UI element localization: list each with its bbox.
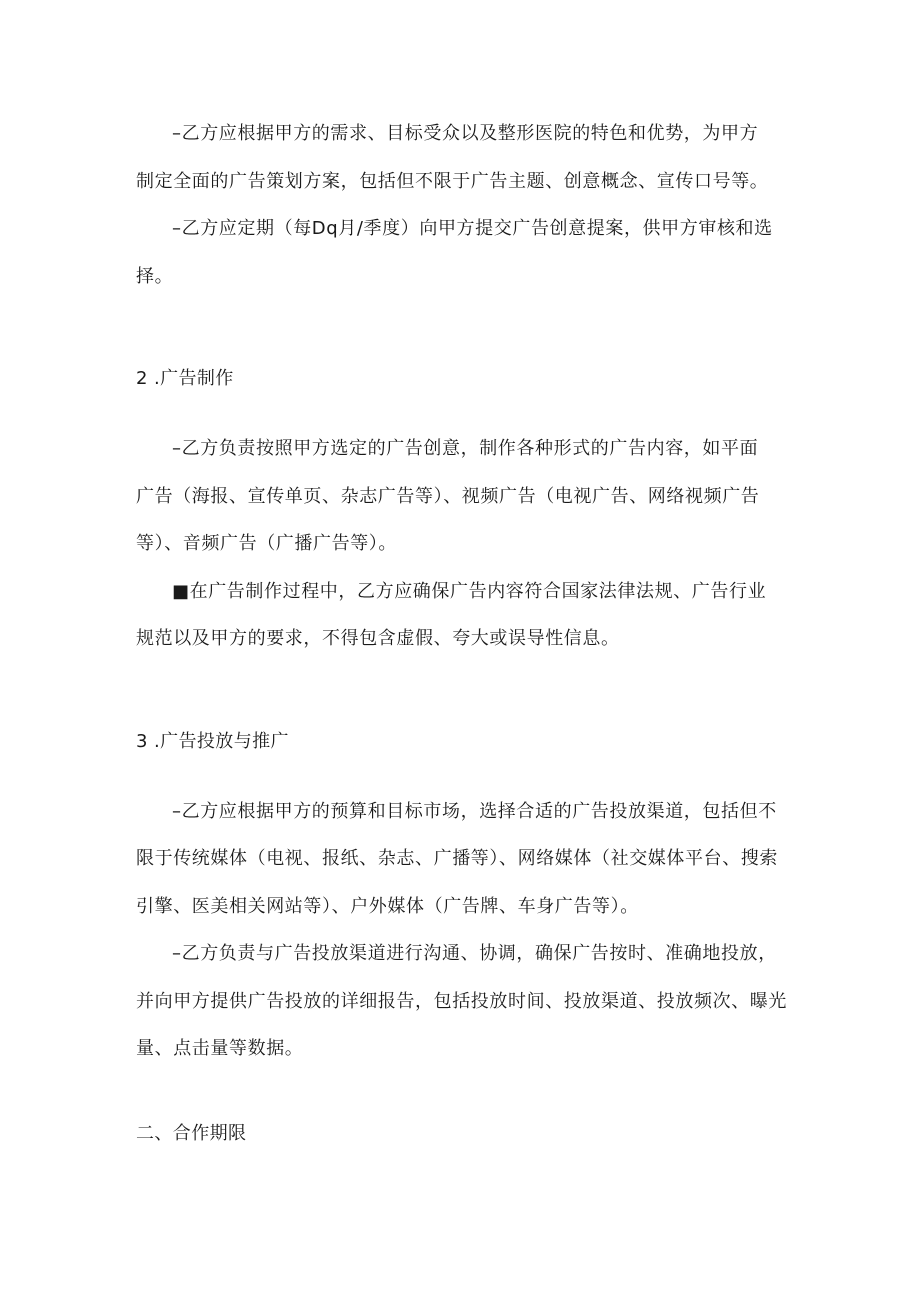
paragraph-line: 量、点击量等数据。 bbox=[136, 1038, 304, 1059]
paragraph-line: 并向甲方提供广告投放的详细报告，包括投放时间、投放渠道、投放频次、曝光 bbox=[136, 991, 787, 1012]
section-heading-ad-placement: 3 .广告投放与推广 bbox=[136, 731, 289, 752]
section-heading-cooperation-term: 二、合作期限 bbox=[136, 1123, 247, 1144]
paragraph-line: 制定全面的广告策划方案，包括但不限于广告主题、创意概念、宣传口号等。 bbox=[136, 171, 769, 192]
paragraph-line: 限于传统媒体（电视、报纸、杂志、广播等）、网络媒体（社交媒体平台、搜索 bbox=[136, 848, 778, 869]
paragraph-line: 等）、音频广告（广播广告等）。 bbox=[136, 533, 397, 554]
paragraph-line: 择。 bbox=[136, 266, 174, 287]
paragraph-line: –乙方应根据甲方的需求、目标受众以及整形医院的特色和优势，为甲方 bbox=[172, 123, 759, 144]
paragraph-line: 规范以及甲方的要求，不得包含虚假、夸大或误导性信息。 bbox=[136, 628, 620, 649]
paragraph-line: –乙方负责与广告投放渠道进行沟通、协调，确保广告按时、准确地投放， bbox=[172, 943, 777, 964]
paragraph-line: ■在广告制作过程中，乙方应确保广告内容符合国家法律法规、广告行业 bbox=[172, 581, 767, 602]
paragraph-line: –乙方负责按照甲方选定的广告创意，制作各种形式的广告内容，如平面 bbox=[172, 438, 759, 459]
paragraph-line: 引擎、医美相关网站等）、户外媒体（广告牌、车身广告等）。 bbox=[136, 896, 639, 917]
section-heading-ad-production: 2 .广告制作 bbox=[136, 368, 234, 389]
paragraph-line: –乙方应根据甲方的预算和目标市场，选择合适的广告投放渠道，包括但不 bbox=[172, 801, 777, 822]
paragraph-line: –乙方应定期（每Dq月/季度）向甲方提交广告创意提案，供甲方审核和选 bbox=[172, 218, 773, 239]
paragraph-line: 广告（海报、宣传单页、杂志广告等）、视频广告（电视广告、网络视频广告 bbox=[136, 486, 760, 507]
